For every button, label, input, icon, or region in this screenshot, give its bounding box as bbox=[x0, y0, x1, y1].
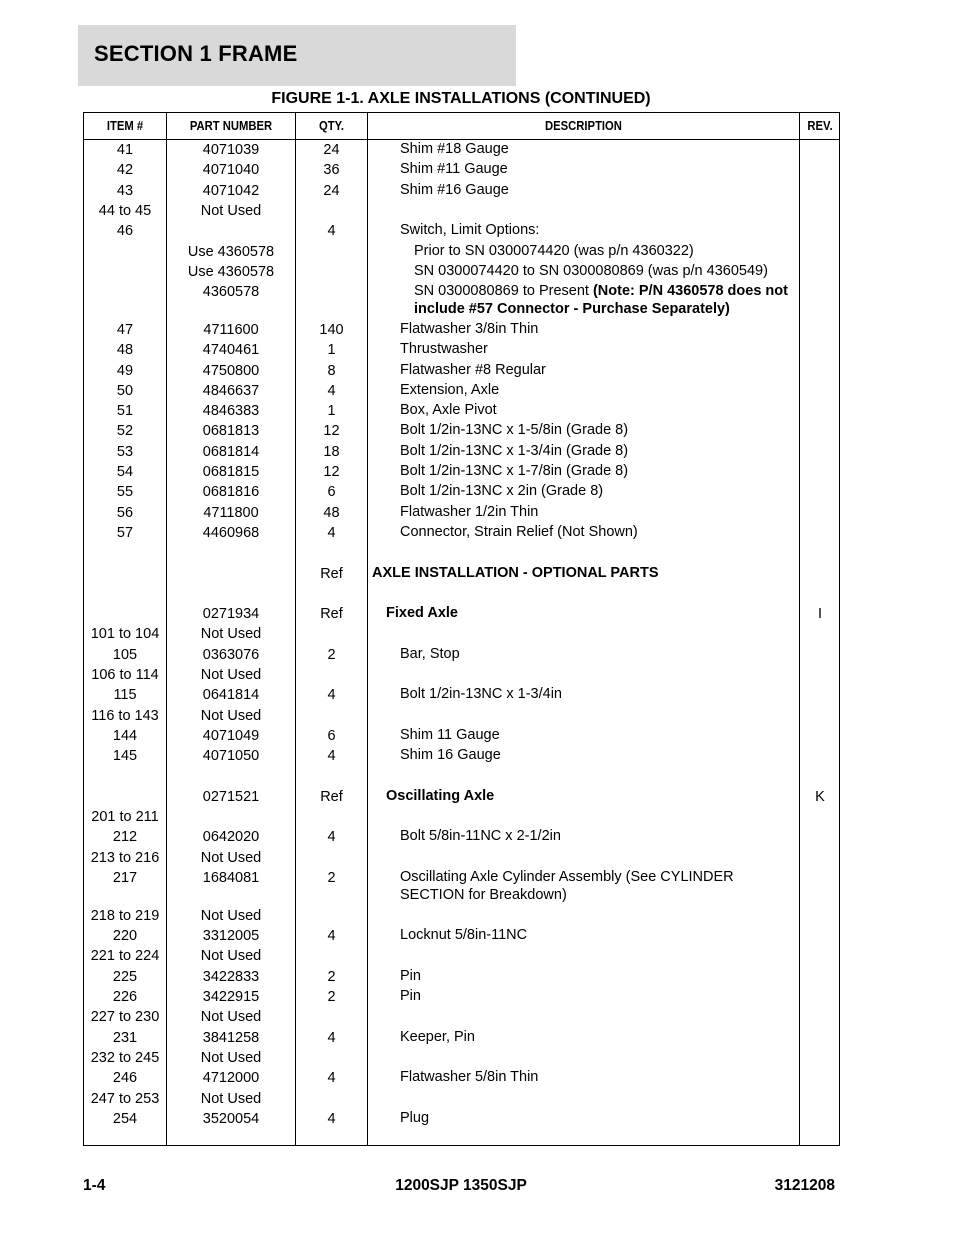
part-number: Use 4360578 bbox=[187, 263, 275, 280]
item-number: 50 bbox=[116, 382, 134, 399]
quantity: 12 bbox=[323, 464, 340, 480]
description bbox=[400, 1069, 797, 1087]
part-number: Not Used bbox=[200, 202, 262, 219]
item-number: 105 bbox=[112, 646, 138, 663]
description-text: Pin bbox=[400, 988, 421, 1004]
quantity: 48 bbox=[323, 504, 340, 521]
item-number: 51 bbox=[116, 403, 134, 420]
quantity: Ref bbox=[320, 606, 343, 623]
item-number: 41 bbox=[116, 142, 134, 158]
description-text: Fixed Axle bbox=[386, 605, 458, 622]
item-number: 115 bbox=[113, 687, 137, 704]
quantity: 4 bbox=[327, 928, 336, 945]
item-number: 55 bbox=[116, 484, 134, 501]
quantity: 4 bbox=[327, 223, 336, 240]
part-number: 0271521 bbox=[202, 788, 260, 805]
quantity: 140 bbox=[319, 321, 344, 338]
quantity: 4 bbox=[327, 748, 336, 765]
description bbox=[386, 788, 797, 806]
part-number: 4071042 bbox=[202, 182, 260, 199]
item-number: 201 to 211 bbox=[91, 809, 159, 826]
revision: I bbox=[817, 606, 823, 623]
part-number: Not Used bbox=[200, 1009, 262, 1026]
revision: K bbox=[815, 788, 825, 805]
header-qty: QTY. bbox=[318, 119, 345, 133]
description bbox=[400, 443, 797, 461]
item-number: 106 to 114 bbox=[91, 667, 159, 683]
quantity: 36 bbox=[323, 162, 340, 179]
description bbox=[400, 321, 797, 339]
description bbox=[400, 727, 797, 745]
description bbox=[414, 283, 797, 318]
item-number: 226 bbox=[112, 989, 138, 1005]
part-number: 4846637 bbox=[202, 382, 260, 399]
quantity: Ref bbox=[320, 788, 343, 805]
column-divider bbox=[367, 113, 368, 1145]
part-number: 4750800 bbox=[202, 362, 260, 379]
description bbox=[400, 222, 797, 240]
quantity: 2 bbox=[327, 870, 336, 886]
quantity: 24 bbox=[323, 182, 340, 199]
item-number: 47 bbox=[116, 321, 134, 338]
item-number: 101 to 104 bbox=[90, 626, 160, 643]
part-number: 4846383 bbox=[202, 403, 260, 420]
description-text: Prior to SN 0300074420 (was p/n 4360322) bbox=[414, 242, 694, 259]
quantity: 4 bbox=[327, 1070, 336, 1087]
description-text: Locknut 5/8in-11NC bbox=[400, 927, 528, 944]
description bbox=[400, 402, 797, 420]
header-description: DESCRIPTION bbox=[545, 119, 622, 133]
description bbox=[400, 1029, 797, 1047]
description bbox=[400, 182, 797, 200]
description-text: SN 0300074420 to SN 0300080869 (was p/n 4360549) bbox=[414, 262, 768, 279]
description bbox=[400, 141, 797, 159]
description-text: Plug bbox=[400, 1109, 430, 1126]
description bbox=[400, 362, 797, 380]
quantity: 1 bbox=[327, 342, 336, 359]
quantity: 2 bbox=[327, 968, 336, 985]
description-text: Flatwasher 5/8in Thin bbox=[400, 1069, 539, 1086]
item-number: 144 bbox=[112, 727, 138, 744]
description bbox=[400, 1110, 797, 1128]
quantity: 4 bbox=[327, 382, 336, 399]
description bbox=[400, 828, 797, 846]
description bbox=[400, 382, 797, 400]
table-header bbox=[84, 113, 839, 140]
item-number: 56 bbox=[116, 504, 134, 521]
item-number: 116 to 143 bbox=[91, 707, 159, 724]
column-divider bbox=[799, 113, 800, 1145]
part-number: 3312005 bbox=[202, 928, 260, 945]
item-number: 220 bbox=[112, 928, 138, 945]
item-number: 43 bbox=[116, 182, 134, 199]
item-number: 44 to 45 bbox=[98, 202, 152, 219]
header-rev: REV. bbox=[807, 119, 833, 133]
description-text: Connector, Strain Relief (Not Shown) bbox=[400, 523, 638, 540]
part-number: Use 4360578 bbox=[187, 243, 275, 260]
description-text: SN 0300080869 to Present bbox=[414, 283, 593, 300]
part-number: 4071039 bbox=[202, 142, 260, 158]
item-number: 57 bbox=[116, 524, 134, 541]
item-number: 52 bbox=[116, 423, 134, 440]
item-number: 213 to 216 bbox=[90, 849, 160, 866]
part-number: 4711800 bbox=[203, 504, 259, 521]
part-number: Not Used bbox=[200, 849, 262, 866]
description-text: Switch, Limit Options: bbox=[400, 222, 540, 239]
item-number: 231 bbox=[112, 1029, 138, 1046]
description bbox=[400, 483, 797, 501]
description-text: Oscillating Axle Cylinder Assembly (See CYLINDER SECTION for Breakdown) bbox=[400, 869, 734, 903]
footer-model: 1200SJP 1350SJP bbox=[395, 1177, 527, 1194]
header-part-number: PART NUMBER bbox=[189, 119, 273, 133]
item-number: 217 bbox=[112, 870, 138, 886]
part-number: 4711600 bbox=[203, 321, 259, 338]
part-number: 4360578 bbox=[202, 284, 260, 301]
parts-table bbox=[83, 112, 840, 1146]
part-number: 4071050 bbox=[202, 748, 260, 765]
item-number: 227 to 230 bbox=[90, 1009, 160, 1026]
description-text: Shim 11 Gauge bbox=[400, 726, 500, 743]
description bbox=[400, 463, 797, 481]
footer-page-number: 1-4 bbox=[83, 1177, 106, 1194]
part-number: 0363076 bbox=[202, 646, 260, 663]
part-number: 3520054 bbox=[202, 1110, 260, 1127]
part-number: Not Used bbox=[200, 626, 262, 643]
part-number: 4740461 bbox=[202, 342, 260, 359]
part-number: 4071040 bbox=[202, 162, 260, 179]
description-text: Box, Axle Pivot bbox=[400, 402, 497, 419]
description bbox=[386, 605, 797, 623]
description bbox=[400, 869, 797, 904]
description bbox=[400, 686, 797, 704]
description bbox=[414, 243, 797, 261]
description-text: Shim #18 Gauge bbox=[400, 141, 509, 157]
quantity: 4 bbox=[327, 687, 336, 704]
quantity: 12 bbox=[323, 423, 340, 440]
part-number: 3841258 bbox=[202, 1029, 260, 1046]
item-number: 54 bbox=[116, 464, 134, 480]
item-number: 254 bbox=[112, 1110, 138, 1127]
figure-title: FIGURE 1-1. AXLE INSTALLATIONS (CONTINUED) bbox=[271, 90, 651, 107]
item-number: 42 bbox=[116, 162, 134, 179]
description-text: Flatwasher 1/2in Thin bbox=[400, 503, 539, 520]
quantity: 2 bbox=[327, 989, 336, 1005]
quantity: Ref bbox=[320, 565, 343, 582]
part-number: 3422833 bbox=[202, 968, 260, 985]
description bbox=[372, 565, 797, 583]
description-text: Extension, Axle bbox=[400, 381, 500, 398]
part-number: 4460968 bbox=[202, 524, 260, 541]
description bbox=[400, 927, 797, 945]
item-number: 247 to 253 bbox=[90, 1090, 160, 1107]
quantity: 18 bbox=[323, 443, 340, 460]
header-item: ITEM # bbox=[106, 119, 144, 133]
part-number: 4712000 bbox=[202, 1070, 260, 1087]
part-number: 0641814 bbox=[202, 687, 260, 704]
part-number: 0642020 bbox=[202, 829, 260, 846]
description bbox=[414, 263, 797, 281]
part-number: 4071049 bbox=[202, 727, 260, 744]
description-note: (Note: P/N 4360578 does not include #57 Connector - Purchase Separately) bbox=[414, 283, 788, 317]
quantity: 4 bbox=[327, 829, 336, 846]
description bbox=[400, 988, 797, 1006]
item-number: 221 to 224 bbox=[90, 948, 160, 965]
description-text: Bolt 1/2in-13NC x 1-7/8in (Grade 8) bbox=[400, 463, 629, 479]
part-number: Not Used bbox=[200, 707, 262, 724]
part-number: 0681814 bbox=[202, 443, 260, 460]
item-number: 212 bbox=[112, 829, 138, 846]
quantity: 4 bbox=[327, 1110, 336, 1127]
description-text: Bolt 1/2in-13NC x 1-3/4in (Grade 8) bbox=[400, 442, 629, 459]
section-banner bbox=[78, 25, 516, 86]
description-text: Keeper, Pin bbox=[400, 1028, 475, 1045]
part-number: 0681816 bbox=[202, 484, 260, 501]
description bbox=[400, 422, 797, 440]
description bbox=[400, 747, 797, 765]
description-text: Shim #16 Gauge bbox=[400, 181, 509, 198]
description bbox=[400, 968, 797, 986]
item-number: 232 to 245 bbox=[90, 1049, 160, 1066]
quantity: 2 bbox=[327, 646, 336, 663]
description-text: Bar, Stop bbox=[400, 645, 460, 662]
description-text: AXLE INSTALLATION - OPTIONAL PARTS bbox=[372, 564, 659, 581]
part-number: 0681815 bbox=[202, 464, 260, 480]
description bbox=[400, 341, 797, 359]
quantity: 6 bbox=[327, 727, 336, 744]
quantity: 24 bbox=[323, 142, 340, 158]
item-number: 218 to 219 bbox=[90, 907, 160, 924]
footer-doc-number: 3121208 bbox=[774, 1177, 835, 1194]
description-text: Pin bbox=[400, 967, 421, 984]
item-number: 246 bbox=[112, 1070, 138, 1087]
description bbox=[400, 646, 797, 664]
description-text: Oscillating Axle bbox=[386, 787, 495, 804]
quantity: 8 bbox=[327, 362, 336, 379]
quantity: 4 bbox=[327, 524, 336, 541]
part-number: Not Used bbox=[200, 907, 262, 924]
description-text: Flatwasher 3/8in Thin bbox=[400, 320, 539, 337]
description-text: Bolt 1/2in-13NC x 2in (Grade 8) bbox=[400, 483, 604, 500]
part-number: 0681813 bbox=[202, 423, 260, 440]
part-number: 1684081 bbox=[202, 870, 260, 886]
item-number: 145 bbox=[112, 748, 138, 765]
item-number: 46 bbox=[116, 223, 134, 240]
description-text: Bolt 1/2in-13NC x 1-5/8in (Grade 8) bbox=[400, 422, 629, 439]
description bbox=[400, 161, 797, 179]
description-text: Bolt 1/2in-13NC x 1-3/4in bbox=[400, 686, 562, 703]
description-text: Shim #11 Gauge bbox=[400, 161, 508, 178]
description-text: Thrustwasher bbox=[400, 341, 488, 358]
part-number: Not Used bbox=[200, 1090, 262, 1107]
item-number: 225 bbox=[112, 968, 138, 985]
part-number: Not Used bbox=[200, 1049, 262, 1066]
part-number: Not Used bbox=[200, 948, 262, 965]
description bbox=[400, 504, 797, 522]
description-text: Bolt 5/8in-11NC x 2-1/2in bbox=[400, 828, 561, 845]
description-text: Flatwasher #8 Regular bbox=[400, 361, 546, 378]
quantity: 6 bbox=[327, 484, 336, 501]
section-title: SECTION 1 FRAME bbox=[94, 41, 298, 66]
item-number: 49 bbox=[116, 362, 134, 379]
description bbox=[400, 524, 797, 542]
quantity: 4 bbox=[327, 1029, 336, 1046]
part-number: Not Used bbox=[200, 667, 262, 683]
item-number: 53 bbox=[116, 443, 134, 460]
part-number: 0271934 bbox=[202, 606, 260, 623]
quantity: 1 bbox=[327, 403, 336, 420]
part-number: 3422915 bbox=[202, 989, 260, 1005]
item-number: 48 bbox=[116, 342, 134, 359]
description-text: Shim 16 Gauge bbox=[400, 747, 501, 764]
